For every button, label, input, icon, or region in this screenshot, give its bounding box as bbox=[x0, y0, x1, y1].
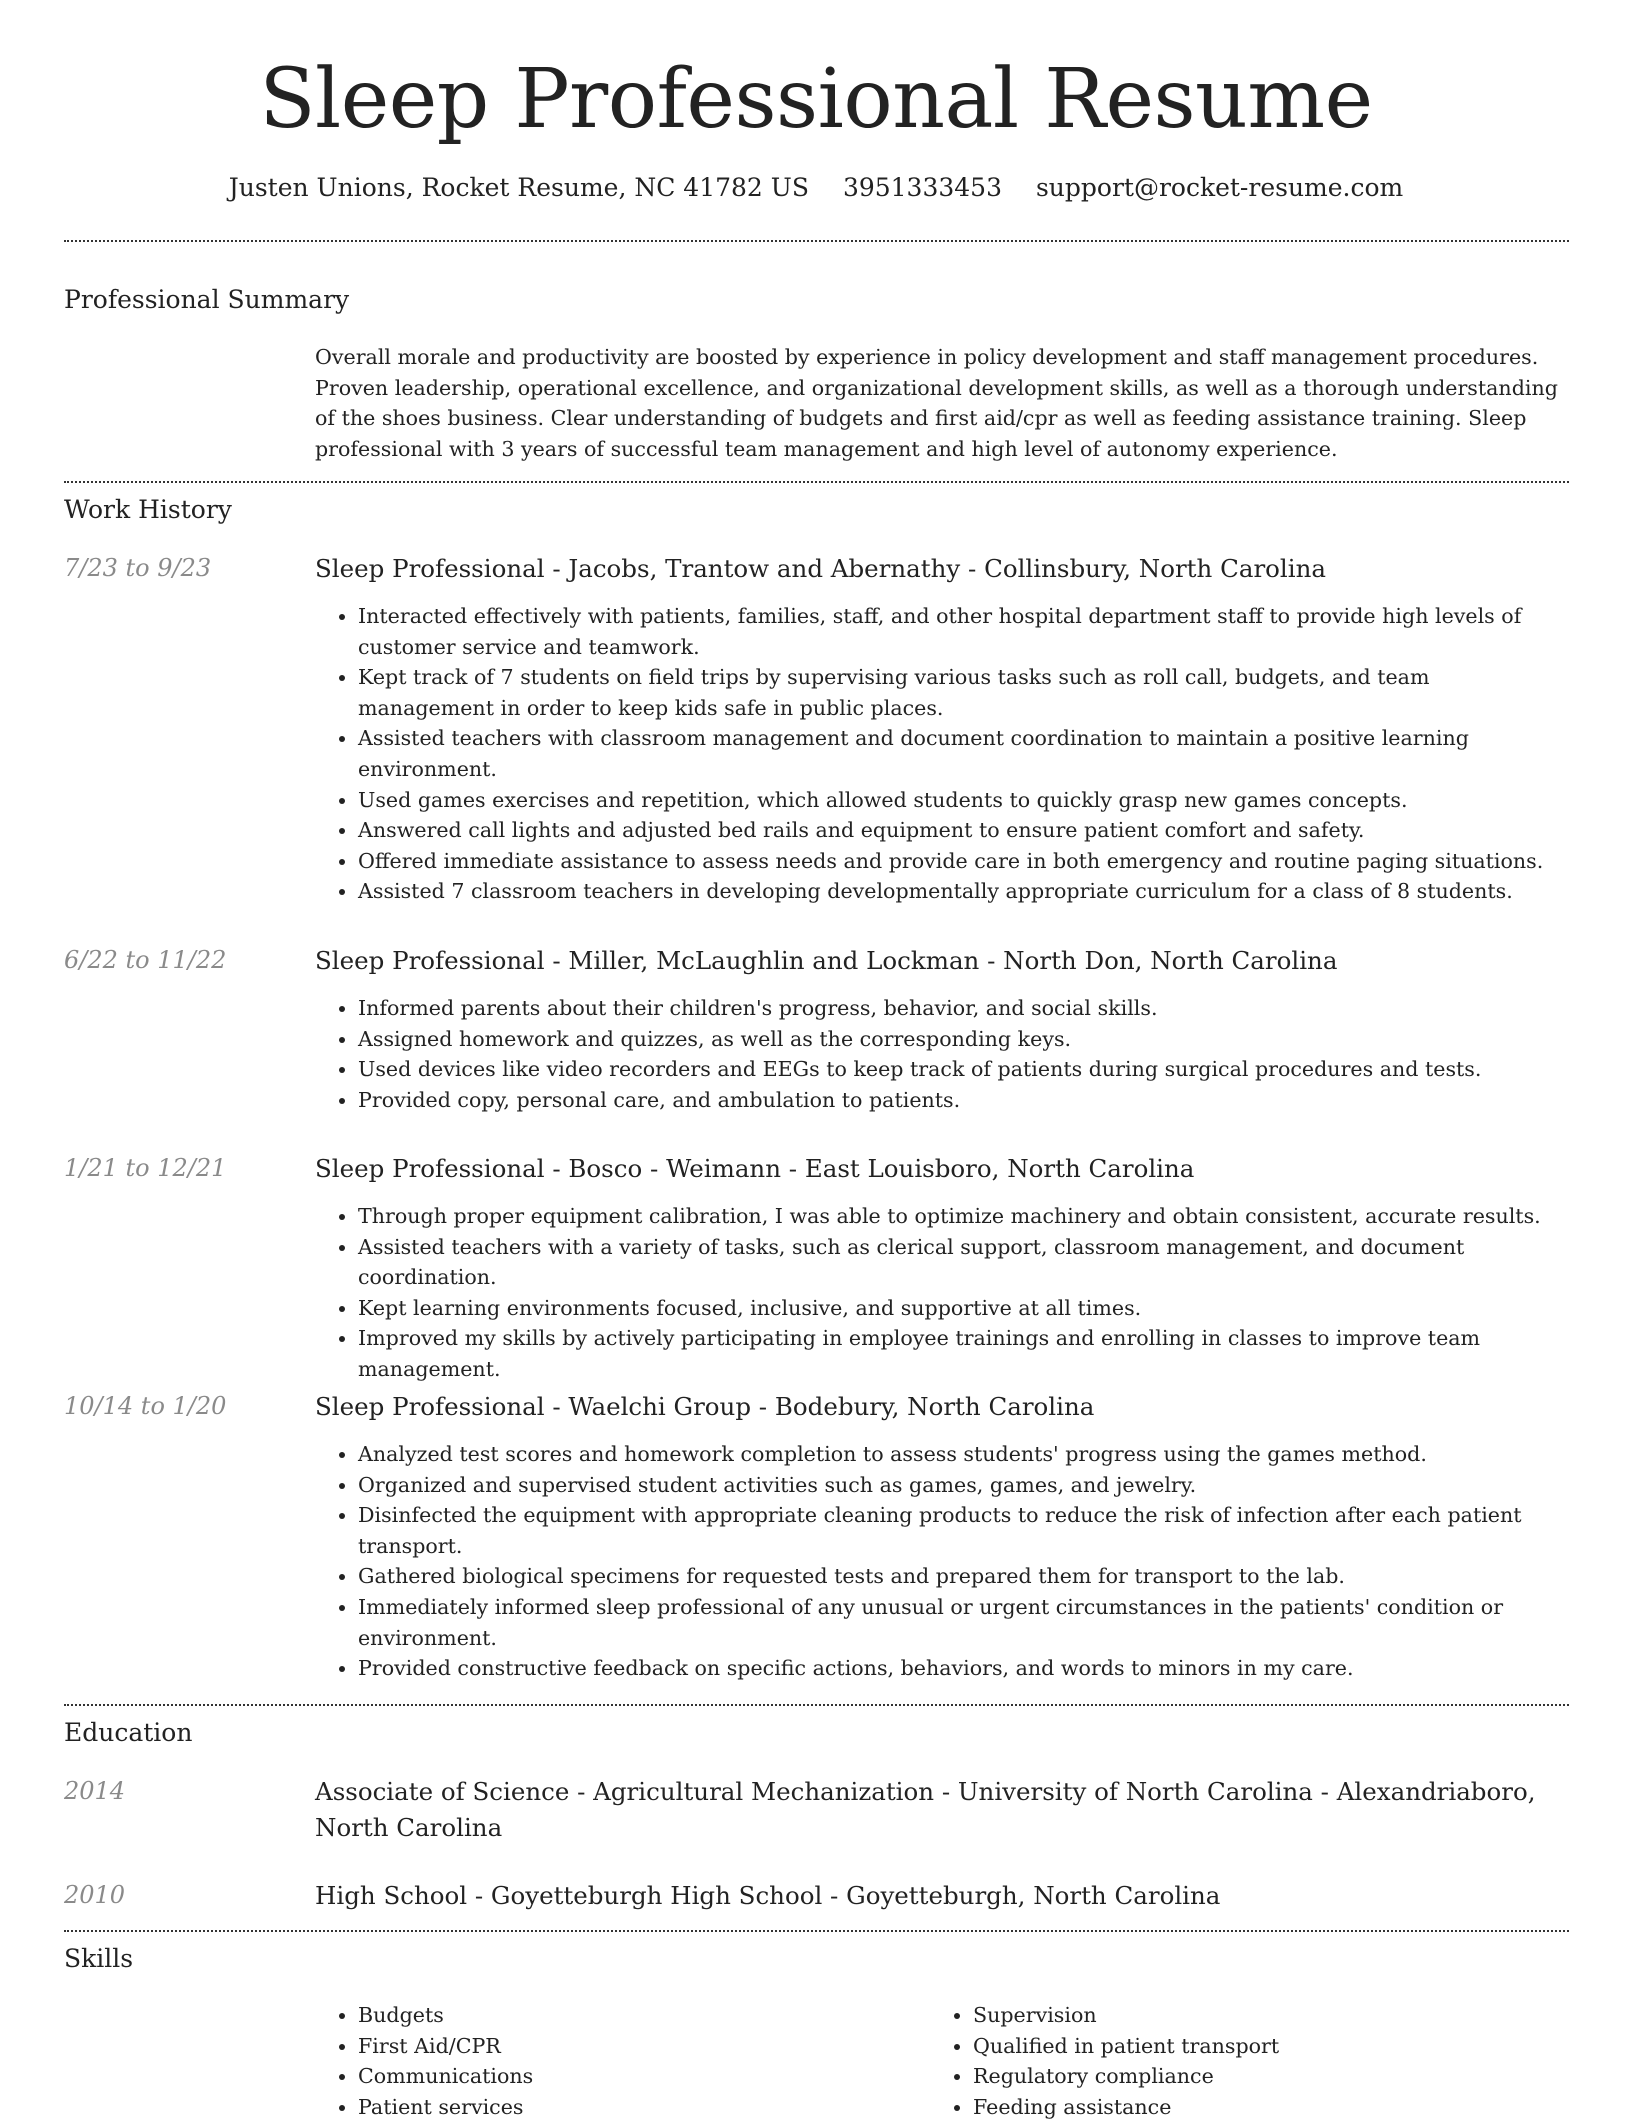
divider bbox=[64, 1930, 1569, 1932]
list-item: • Kept track of 7 students on field trips by supervising various tasks such as roll call, budgets, and team management in order to keep kids safe in public places. bbox=[358, 662, 1571, 723]
list-item: • Organized and supervised student activities such as games, games, and jewelry. bbox=[358, 1470, 1571, 1501]
work-history-section-title: Work History bbox=[64, 495, 232, 524]
job-heading: Sleep Professional - Jacobs, Trantow and Abernathy - Collinsbury, North Carolina bbox=[315, 554, 1326, 583]
contact-address: Justen Unions, Rocket Resume, NC 41782 US bbox=[228, 173, 809, 202]
contact-line bbox=[0, 170, 1632, 206]
list-item: • Through proper equipment calibration, I was able to optimize machinery and obtain consistent, accurate results. bbox=[358, 1201, 1588, 1232]
list-item: • Assisted teachers with classroom management and document coordination to maintain a positive learning environment. bbox=[358, 723, 1571, 784]
education-year: 2014 bbox=[64, 1777, 126, 1805]
list-item: • Immediately informed sleep professional of any unusual or urgent circumstances in the patients' condition or environment. bbox=[358, 1592, 1571, 1653]
skills-section-title: Skills bbox=[64, 1944, 134, 1973]
list-item: • Offered immediate assistance to assess needs and provide care in both emergency and routine paging situations. bbox=[358, 846, 1571, 877]
job-bullets bbox=[315, 993, 1571, 1115]
summary-text: Overall morale and productivity are boosted by experience in policy development and staff management procedures. Proven leadership, operational excellence, and organizational development skills, as well as a thorough understanding of the shoes business. Clear understanding of budgets and first aid/cpr as well as feeding assistance training. Sleep professional with 3 years of successful team management and high level of autonomy experience. bbox=[315, 345, 1558, 462]
summary-section-title: Professional Summary bbox=[64, 285, 350, 314]
skill-item: • Regulatory compliance bbox=[973, 2061, 1533, 2092]
list-item: • Informed parents about their children's progress, behavior, and social skills. bbox=[358, 993, 1571, 1024]
job-heading: Sleep Professional - Miller, McLaughlin and Lockman - North Don, North Carolina bbox=[315, 946, 1338, 975]
job-dates: 10/14 to 1/20 bbox=[64, 1392, 227, 1420]
list-item: • Assisted teachers with a variety of tasks, such as clerical support, classroom management, and document coordination. bbox=[358, 1232, 1588, 1293]
skill-item: • First Aid/CPR bbox=[358, 2031, 918, 2062]
resume-title: Sleep Professional Resume bbox=[259, 52, 1373, 147]
education-heading: High School - Goyetteburgh High School - Goyetteburgh, North Carolina bbox=[315, 1881, 1221, 1910]
list-item: • Assigned homework and quizzes, as well as the corresponding keys. bbox=[358, 1024, 1571, 1055]
list-item: • Kept learning environments focused, inclusive, and supportive at all times. bbox=[358, 1293, 1588, 1324]
skill-item: • Budgets bbox=[358, 2000, 918, 2031]
job-bullets bbox=[315, 1201, 1588, 1385]
list-item: • Interacted effectively with patients, families, staff, and other hospital department staff to provide high levels of customer service and teamwork. bbox=[358, 601, 1571, 662]
skills-list-left bbox=[315, 2000, 918, 2122]
skill-item: • Qualified in patient transport bbox=[973, 2031, 1533, 2062]
education-section-title: Education bbox=[64, 1718, 193, 1747]
divider bbox=[64, 1704, 1569, 1706]
skills-list-right bbox=[930, 2000, 1533, 2122]
list-item: • Provided constructive feedback on specific actions, behaviors, and words to minors in my care. bbox=[358, 1653, 1571, 1684]
list-item: • Analyzed test scores and homework completion to assess students' progress using the games method. bbox=[358, 1439, 1571, 1470]
skill-item: • Patient services bbox=[358, 2092, 918, 2122]
job-dates: 6/22 to 11/22 bbox=[64, 946, 227, 974]
skill-item: • Feeding assistance bbox=[973, 2092, 1533, 2122]
list-item: • Improved my skills by actively participating in employee trainings and enrolling in classes to improve team management. bbox=[358, 1323, 1588, 1384]
job-bullets bbox=[315, 1439, 1571, 1684]
contact-phone: 3951333453 bbox=[842, 173, 1002, 202]
skill-item: • Communications bbox=[358, 2061, 918, 2092]
job-dates: 7/23 to 9/23 bbox=[64, 554, 212, 582]
skill-item: • Supervision bbox=[973, 2000, 1533, 2031]
list-item: • Used games exercises and repetition, which allowed students to quickly grasp new games concepts. bbox=[358, 785, 1571, 816]
list-item: • Answered call lights and adjusted bed rails and equipment to ensure patient comfort and safety. bbox=[358, 815, 1571, 846]
list-item: • Disinfected the equipment with appropriate cleaning products to reduce the risk of infection after each patient transport. bbox=[358, 1500, 1571, 1561]
contact-email: support@rocket-resume.com bbox=[1035, 173, 1404, 202]
education-year: 2010 bbox=[64, 1881, 126, 1909]
job-bullets bbox=[315, 601, 1571, 907]
job-heading: Sleep Professional - Waelchi Group - Bodebury, North Carolina bbox=[315, 1392, 1095, 1421]
list-item: • Gathered biological specimens for requested tests and prepared them for transport to the lab. bbox=[358, 1561, 1571, 1592]
list-item: • Assisted 7 classroom teachers in developing developmentally appropriate curriculum for a class of 8 students. bbox=[358, 876, 1571, 907]
list-item: • Provided copy, personal care, and ambulation to patients. bbox=[358, 1085, 1571, 1116]
job-heading: Sleep Professional - Bosco - Weimann - East Louisboro, North Carolina bbox=[315, 1154, 1195, 1183]
job-dates: 1/21 to 12/21 bbox=[64, 1154, 227, 1182]
education-heading: Associate of Science - Agricultural Mechanization - University of North Carolina - Alexandriaboro, North Carolina bbox=[315, 1777, 1536, 1842]
divider bbox=[64, 481, 1569, 483]
divider bbox=[64, 240, 1569, 242]
list-item: • Used devices like video recorders and EEGs to keep track of patients during surgical procedures and tests. bbox=[358, 1054, 1571, 1085]
